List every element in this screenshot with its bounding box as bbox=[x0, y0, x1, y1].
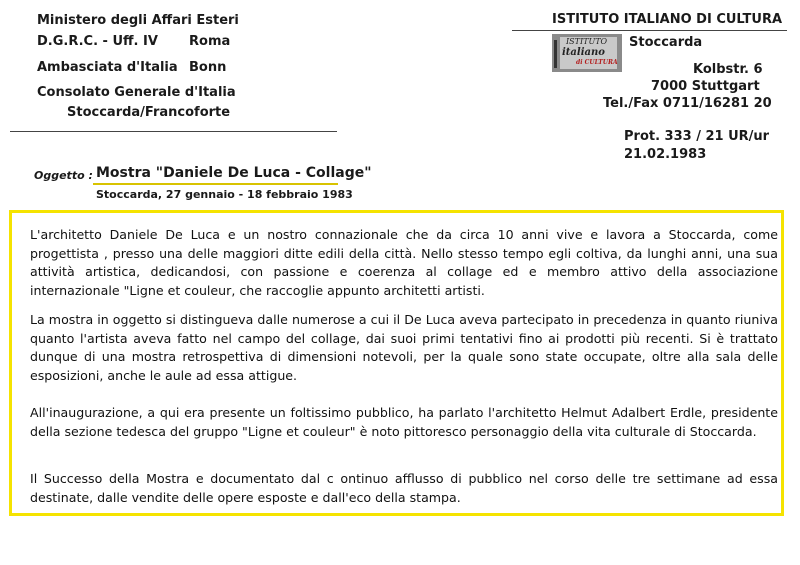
institute-divider bbox=[512, 30, 787, 31]
body-paragraph-1: L'architetto Daniele De Luca e un nostro connazionale che da circa 10 anni vive e lavora a Stoccarda, come progettista , presso una delle maggiori ditte edili della città. Nello stesso tempo egli coltiva, da lunghi anni, una sua attività artistica, dedicandosi, con passione e coerenza al collage ed e membro attivo della associazione internazionale "Ligne et couleur, che raccoglie appunto architetti artisti. bbox=[30, 227, 778, 298]
logo-text-italiano: italiano bbox=[562, 47, 605, 58]
sender-office: D.G.R.C. - Uff. IV bbox=[37, 34, 158, 49]
sender-ministry: Ministero degli Affari Esteri bbox=[37, 13, 239, 28]
sender-divider bbox=[10, 131, 337, 132]
subject-subtitle: Stoccarda, 27 gennaio - 18 febbraio 1983 bbox=[96, 188, 353, 201]
subject-highlight-underline bbox=[93, 183, 338, 185]
logo-text-cultura: di CULTURA bbox=[576, 59, 618, 66]
sender-consulate: Consolato Generale d'Italia bbox=[37, 85, 236, 100]
body-paragraph-2: La mostra in oggetto si distingueva dalle numerose a cui il De Luca aveva partecipato in precedenza in quanto riuniva quanto l'artista aveva fatto nel campo del collage, dai suoi primi tentativi fino ai prodotti più recenti. Si è trattato dunque di una mostra retrospettiva di dimensioni notevoli, per la quale sono state occupate, oltre alla sala delle esposizioni, anche le aule ad essa attigue. bbox=[30, 312, 778, 383]
institute-address: Kolbstr. 6 bbox=[693, 62, 763, 77]
sender-consulate-cities: Stoccarda/Francoforte bbox=[67, 105, 231, 120]
subject-label: Oggetto : bbox=[34, 169, 93, 182]
institute-logo bbox=[552, 34, 622, 72]
institute-name: ISTITUTO ITALIANO DI CULTURA bbox=[552, 12, 783, 27]
sender-office-city: Roma bbox=[189, 34, 231, 49]
body-paragraph-3: All'inaugurazione, a qui era presente un foltissimo pubblico, ha parlato l'architetto Helmut Adalbert Erdle, presidente della sezione tedesca del gruppo "Ligne et couleur" è noto pittoresco personaggio della vita culturale di Stoccarda. bbox=[30, 405, 778, 439]
sender-embassy: Ambasciata d'Italia bbox=[37, 60, 178, 75]
logo-text-istituto: ISTITUTO bbox=[566, 37, 608, 46]
letter-date: 21.02.1983 bbox=[624, 147, 707, 162]
sender-embassy-city: Bonn bbox=[189, 60, 227, 75]
body-paragraph-4: Il Successo della Mostra e documentato dal c ontinuo afflusso di pubblico nel corso delle tre settimane ad essa destinate, dalle vendite delle opere esposte e dall'eco della stampa. bbox=[30, 471, 778, 505]
institute-city: Stoccarda bbox=[629, 35, 703, 50]
institute-phone: Tel./Fax 0711/16281 20 bbox=[603, 96, 772, 111]
protocol-number: Prot. 333 / 21 UR/ur bbox=[624, 129, 770, 144]
subject-title: Mostra "Daniele De Luca - Collage" bbox=[96, 165, 372, 181]
institute-postal: 7000 Stuttgart bbox=[651, 79, 760, 94]
